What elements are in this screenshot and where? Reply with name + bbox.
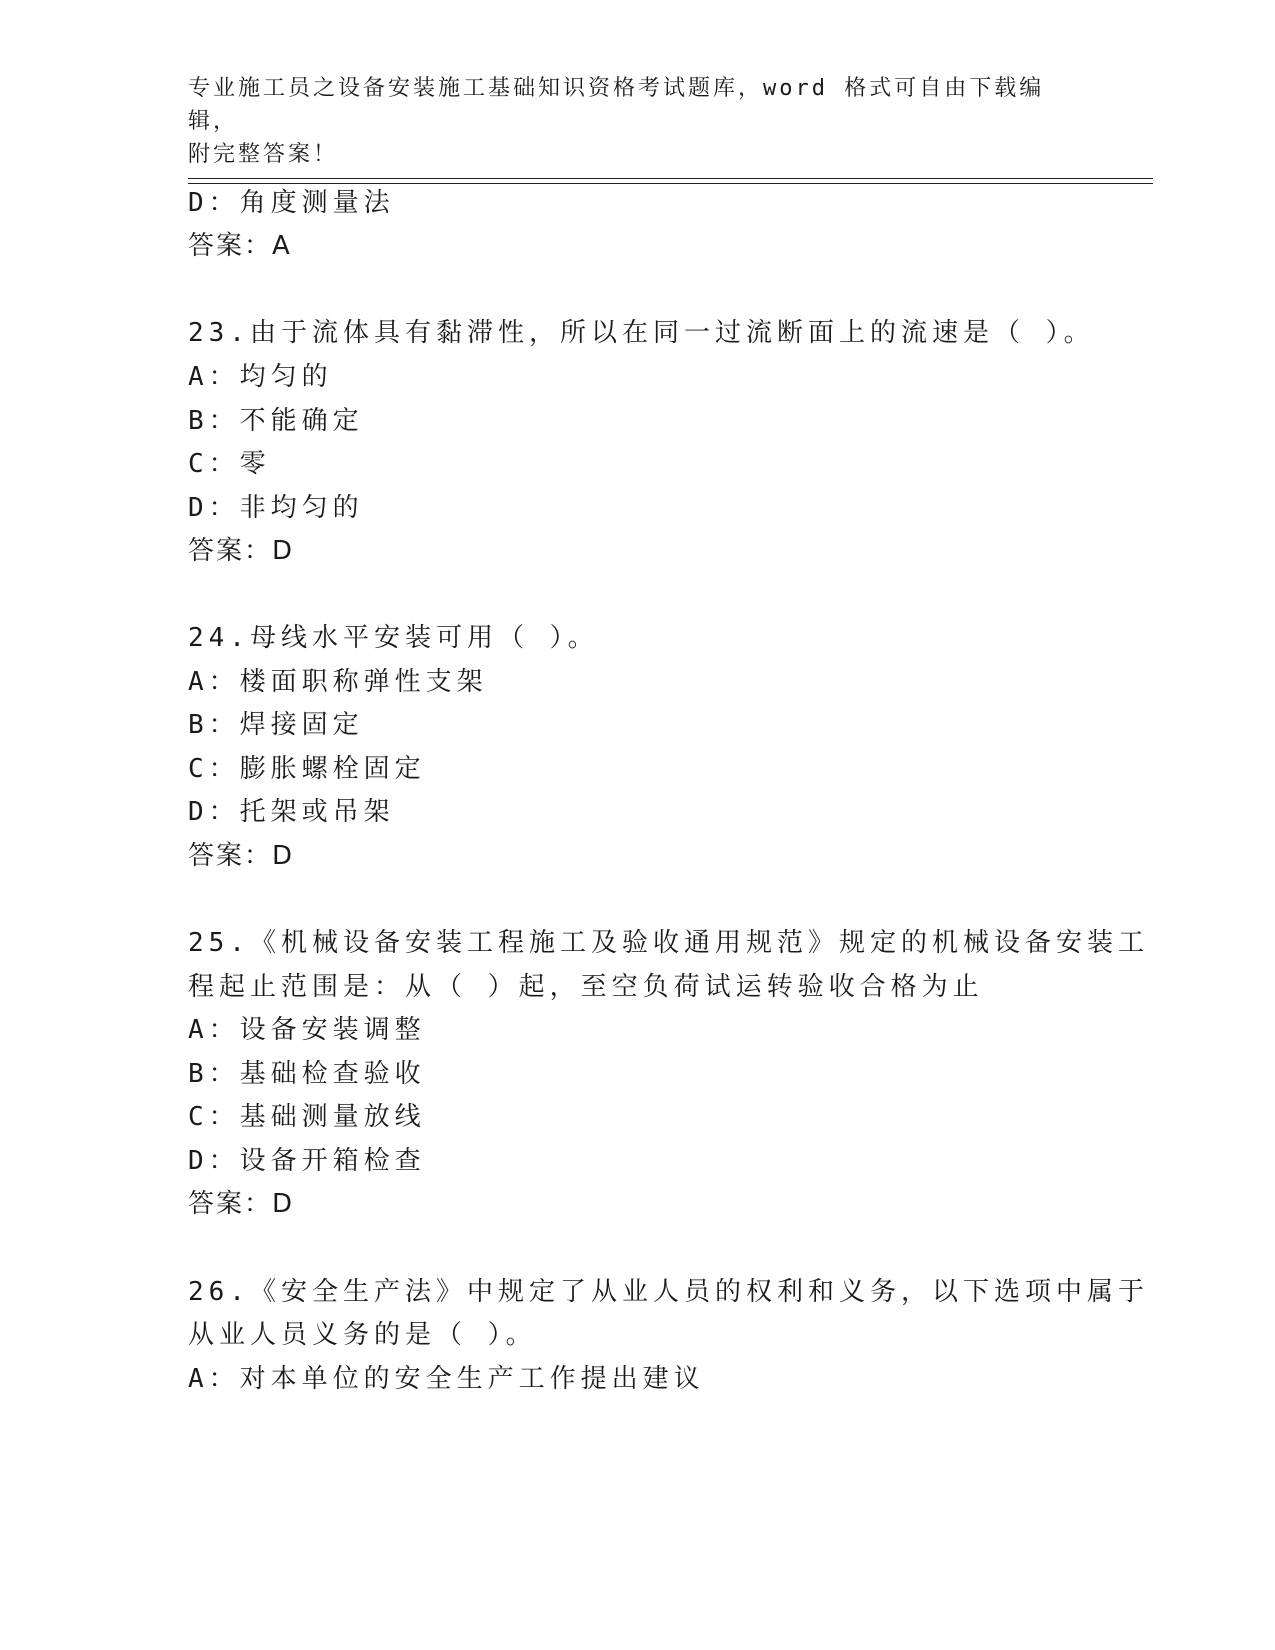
option-a: A：设备安装调整 — [188, 1015, 426, 1045]
question-stem: 26.《安全生产法》中规定了从业人员的权利和义务，以下选项中属于 — [188, 1277, 1149, 1307]
option-c: C：基础测量放线 — [188, 1102, 426, 1132]
answer-line: 答案：A — [188, 231, 292, 261]
option-a: A：均匀的 — [188, 362, 333, 392]
question-stem: 24.母线水平安装可用（ ）。 — [188, 623, 599, 653]
answer-line: 答案：D — [188, 536, 295, 566]
question-stem-continued: 程起止范围是：从（ ）起，至空负荷试运转验收合格为止 — [188, 972, 984, 1002]
header-line-2: 附完整答案！ — [188, 142, 339, 167]
question-stem-continued: 从业人员义务的是（ ）。 — [188, 1320, 537, 1350]
option-d: D：设备开箱检查 — [188, 1146, 426, 1176]
header-line-1: 专业施工员之设备安装施工基础知识资格考试题库，word 格式可自由下载编辑， — [188, 76, 1045, 134]
option-c: C：膨胀螺栓固定 — [188, 754, 426, 784]
answer-line: 答案：D — [188, 841, 295, 871]
question-list — [188, 0, 1149, 1650]
option-a: A：楼面职称弹性支架 — [188, 667, 488, 697]
option-c: C：零 — [188, 449, 271, 479]
question-stem: 25.《机械设备安装工程施工及验收通用规范》规定的机械设备安装工 — [188, 928, 1149, 958]
answer-line: 答案：D — [188, 1189, 295, 1219]
option-b: B：焊接固定 — [188, 710, 364, 740]
option-d: D：托架或吊架 — [188, 797, 395, 827]
question-stem: 23.由于流体具有黏滞性，所以在同一过流断面上的流速是（ ）。 — [188, 318, 1095, 348]
option-d: D：角度测量法 — [188, 188, 395, 218]
option-b: B：不能确定 — [188, 406, 364, 436]
option-d: D：非均匀的 — [188, 493, 364, 523]
option-a: A：对本单位的安全生产工作提出建议 — [188, 1364, 705, 1394]
option-b: B：基础检查验收 — [188, 1059, 426, 1089]
